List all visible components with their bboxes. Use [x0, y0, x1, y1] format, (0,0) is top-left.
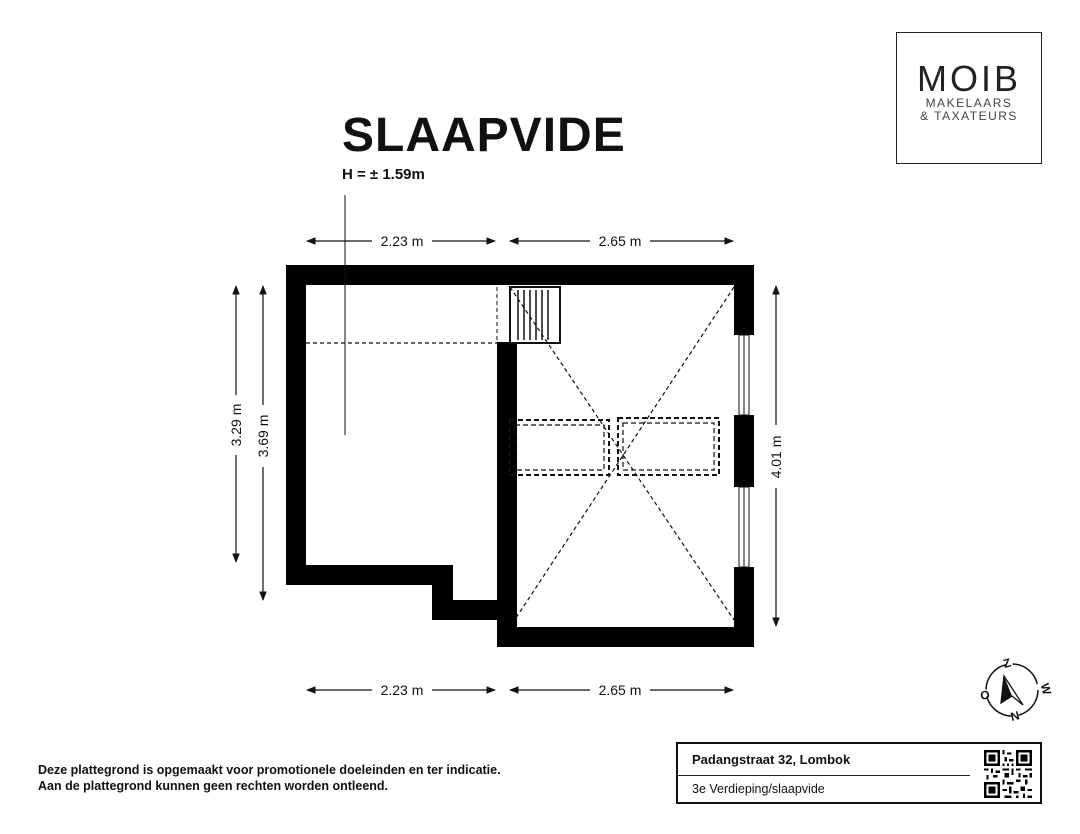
dim-top-left: 2.23 m [380, 233, 424, 249]
compass-o: O [978, 687, 992, 704]
property-info-box [676, 742, 1042, 804]
qr-code-icon [984, 750, 1032, 798]
wall-pier [734, 415, 754, 487]
dim-left-inner: 3.29 m [228, 403, 244, 447]
stair-opening [497, 287, 560, 343]
property-address: Padangstraat 32, Lombok [692, 752, 851, 767]
plan-title: SLAAPVIDE [342, 109, 626, 162]
compass-n: N [1008, 708, 1021, 725]
void-diagonals [510, 287, 734, 627]
logo-line-2: & TAXATEURS [920, 109, 1018, 123]
compass-icon [979, 655, 1055, 724]
disclaimer-line-2: Aan de plattegrond kunnen geen rechten worden ontleend. [38, 779, 389, 793]
skylight-right [618, 418, 719, 475]
outer-walls [286, 265, 754, 647]
dim-left-outer: 3.69 m [255, 414, 271, 458]
dim-right: 4.01 m [768, 435, 784, 479]
info-divider [678, 775, 970, 776]
window-upper [739, 335, 749, 415]
disclaimer [38, 762, 501, 794]
compass-z: Z [1001, 655, 1013, 671]
dim-top-right: 2.65 m [598, 233, 642, 249]
floor-label: 3e Verdieping/slaapvide [692, 782, 825, 796]
skylight-left [510, 420, 609, 475]
dim-bottom-left: 2.23 m [380, 682, 424, 698]
window-lower [739, 487, 749, 567]
height-note: H = ± 1.59m [342, 166, 425, 183]
logo-line-1: MAKELAARS [925, 96, 1013, 110]
dim-bottom-right: 2.65 m [598, 682, 642, 698]
logo-brand: MOIB [916, 58, 1021, 99]
compass-w: W [1037, 681, 1055, 697]
disclaimer-line-1: Deze plattegrond is opgemaakt voor promotionele doeleinden en ter indicatie. [38, 763, 501, 777]
